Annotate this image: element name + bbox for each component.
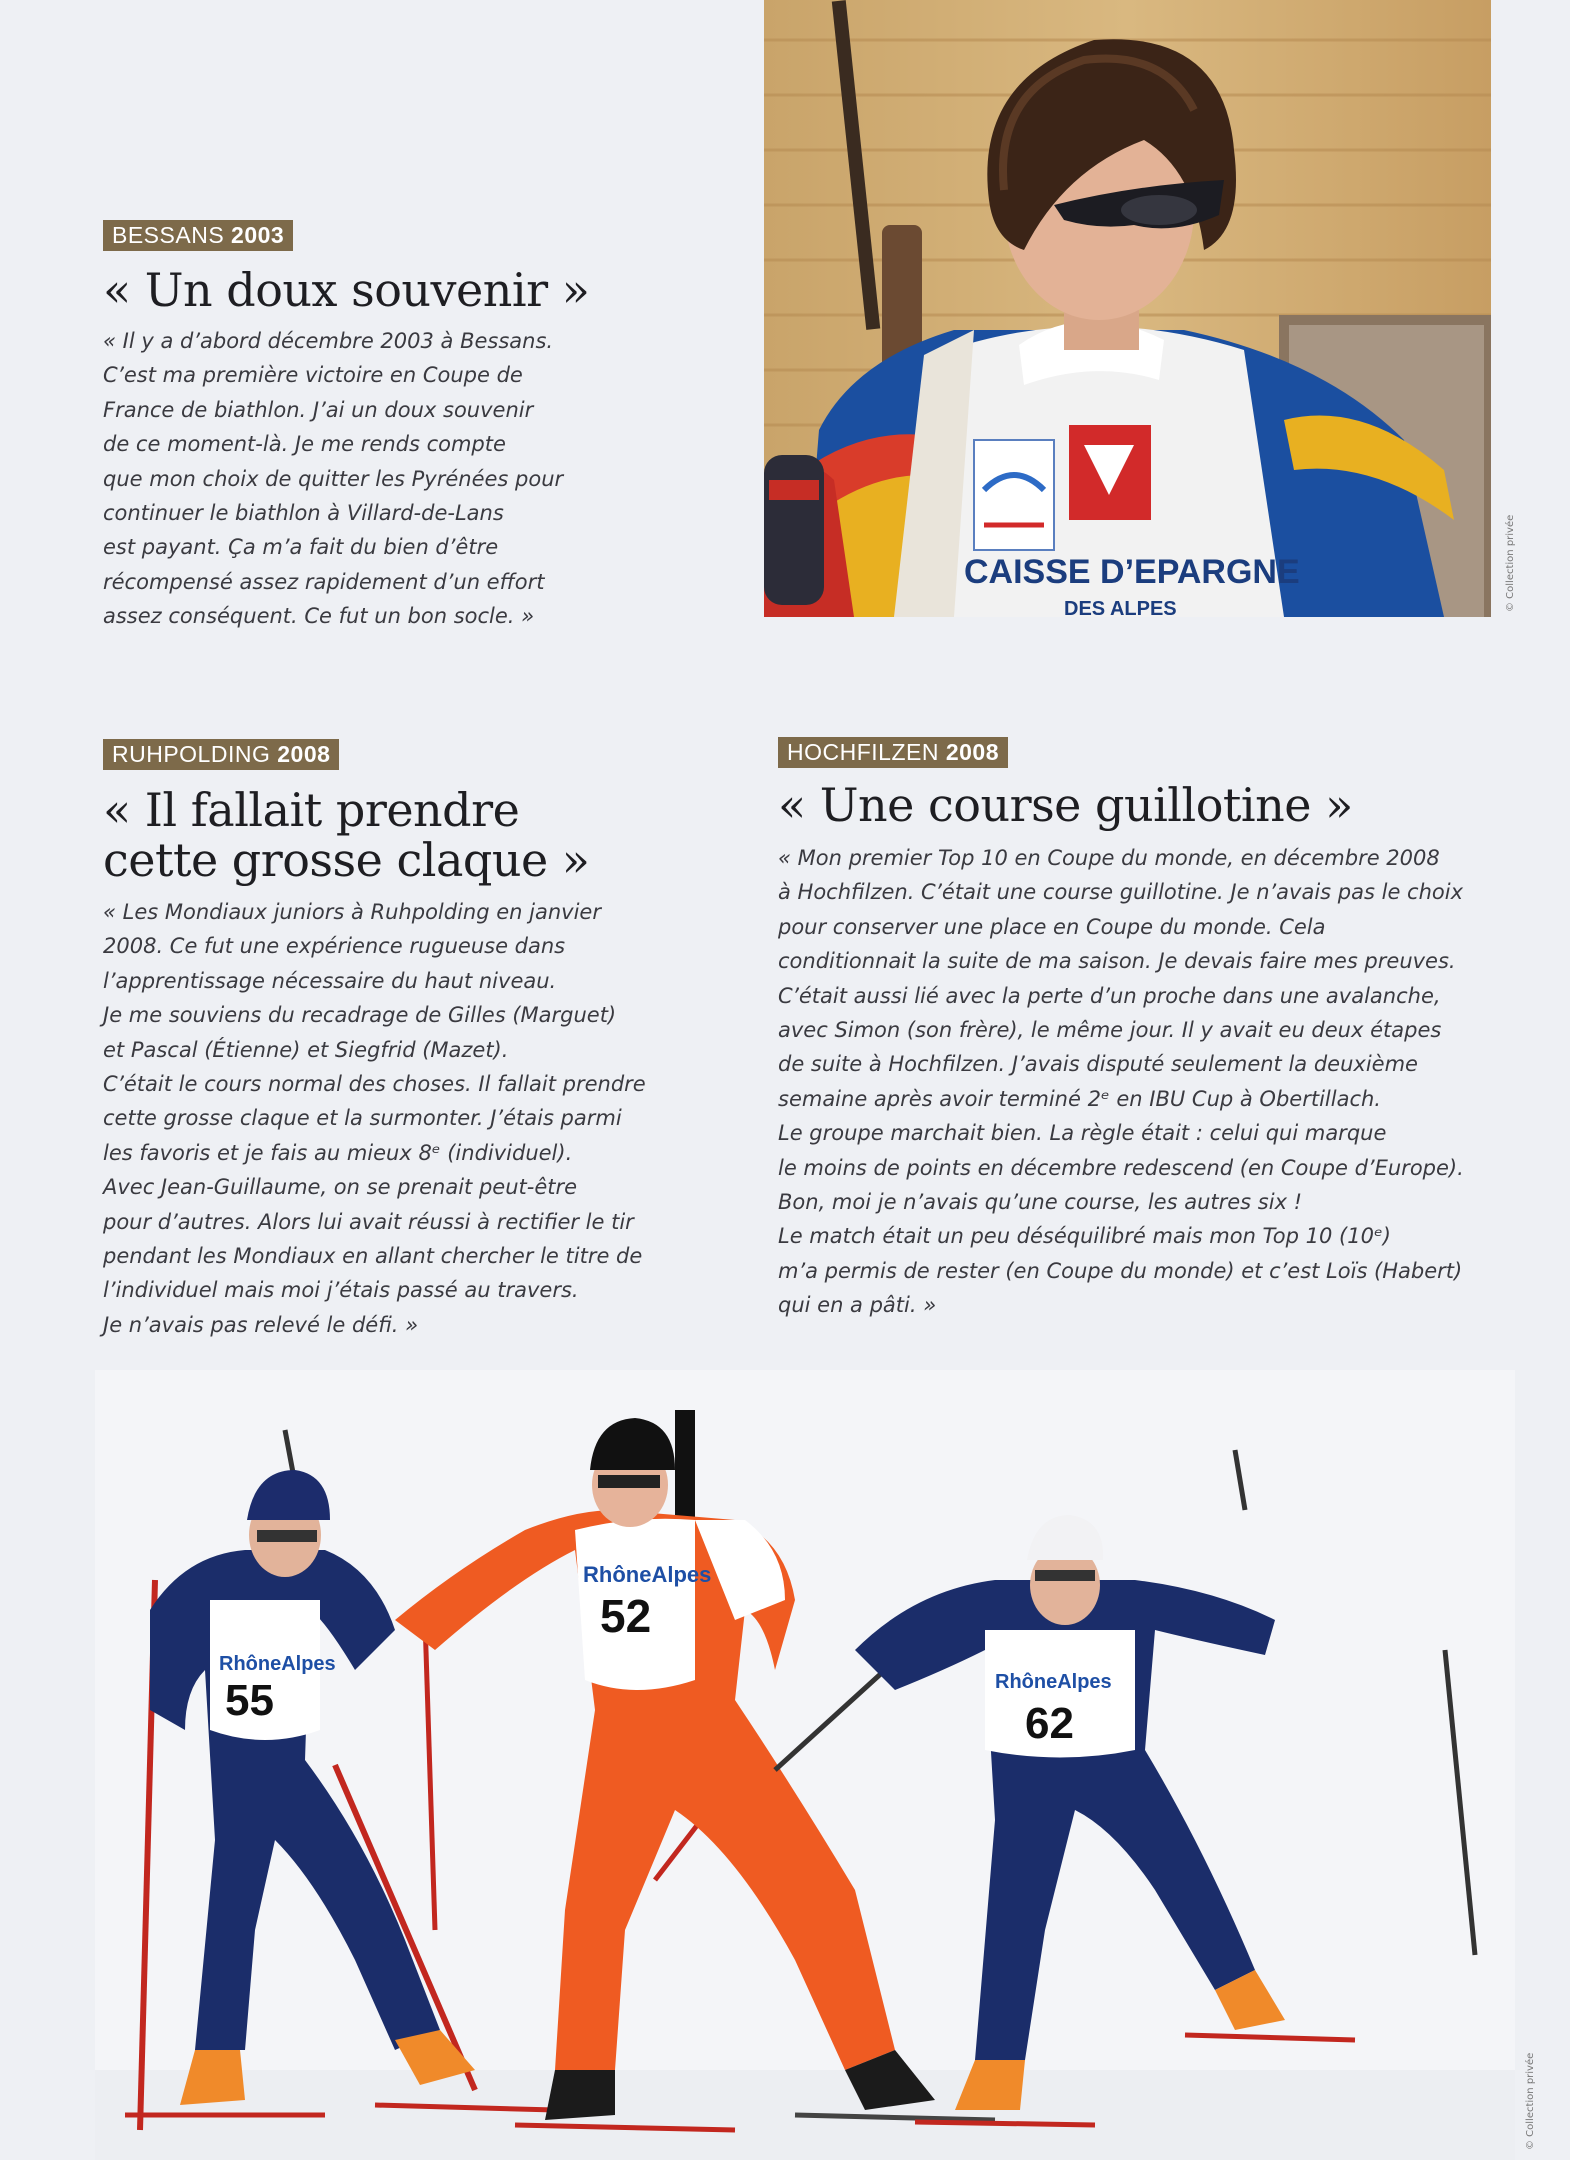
body-line: conditionnait la suite de ma saison. Je devais faire mes preuves. [778, 949, 1456, 974]
title-line-1: « Il fallait prendre [103, 783, 520, 837]
body-line: France de biathlon. J’ai un doux souvenir [103, 397, 534, 422]
bib-brand-62: RhôneAlpes [995, 1671, 1112, 1693]
race-credit: © Collection privée [1525, 2052, 1536, 2150]
body-line: « Les Mondiaux juniors à Ruhpolding en janvier [103, 900, 601, 924]
body-line: semaine après avoir terminé 2ᵉ en IBU Cup à Obertillach. [778, 1086, 1381, 1111]
bib-number-52: 52 [600, 1590, 652, 1642]
body-line: « Il y a d’abord décembre 2003 à Bessans. [103, 329, 554, 353]
body-line: qui en a pâti. » [778, 1293, 937, 1318]
bib-brand-52: RhôneAlpes [583, 1562, 712, 1587]
body-line: à Hochfilzen. C’était une course guillotine. Je n’avais pas le choix [778, 880, 1464, 905]
portrait-bib-sponsor-2: DES ALPES [1064, 598, 1177, 617]
body-line: m’a permis de rester (en Coupe du monde) et c’est Loïs (Habert) [778, 1258, 1463, 1283]
body-line: l’apprentissage nécessaire du haut niveau. [103, 968, 557, 993]
body-line: Le groupe marchait bien. La règle était : celui qui marque [778, 1121, 1387, 1146]
body-line: avec Simon (son frère), le même jour. Il y avait eu deux étapes [778, 1018, 1442, 1043]
bib-number-62: 62 [1025, 1699, 1074, 1748]
body-line: le moins de points en décembre redescend (en Coupe d’Europe). [778, 1155, 1464, 1180]
section-title-ruhpolding [103, 785, 589, 885]
tag-year: 2008 [277, 741, 331, 767]
section-body-ruhpolding [103, 895, 646, 1342]
body-line: Bon, moi je n’avais qu’une course, les autres six ! [778, 1190, 1303, 1215]
title-line-2: cette grosse claque » [103, 833, 590, 887]
body-line: les favoris et je fais au mieux 8ᵉ (individuel). [103, 1140, 573, 1165]
body-line: de suite à Hochfilzen. J’avais disputé seulement la deuxième [778, 1052, 1418, 1077]
body-line: et Pascal (Étienne) et Siegfrid (Mazet). [103, 1037, 509, 1062]
body-line: est payant. Ça m’a fait du bien d’être [103, 535, 499, 560]
body-line: C’était aussi lié avec la perte d’un proche dans une avalanche, [778, 983, 1441, 1008]
section-tag-ruhpolding [103, 739, 339, 770]
body-line: Je n’avais pas relevé le défi. » [103, 1312, 419, 1337]
body-line: que mon choix de quitter les Pyrénées pour [103, 466, 564, 491]
body-line: 2008. Ce fut une expérience rugueuse dans [103, 934, 566, 959]
body-line: continuer le biathlon à Villard-de-Lans [103, 501, 504, 526]
bib-brand-55: RhôneAlpes [219, 1653, 336, 1675]
body-line: pour d’autres. Alors lui avait réussi à rectifier le tir [103, 1209, 634, 1234]
portrait-photo [764, 0, 1491, 617]
portrait-credit: © Collection privée [1505, 514, 1516, 612]
body-line: de ce moment-là. Je me rends compte [103, 432, 506, 457]
body-line: pendant les Mondiaux en allant chercher le titre de [103, 1244, 643, 1269]
portrait-bib-sponsor-1: CAISSE D’EPARGNE [964, 553, 1300, 591]
body-line: cette grosse claque et la surmonter. J’étais parmi [103, 1106, 622, 1131]
body-line: Je me souviens du recadrage de Gilles (Marguet) [103, 1003, 617, 1028]
body-line: récompensé assez rapidement d’un effort [103, 569, 545, 594]
body-line: Avec Jean-Guillaume, on se prenait peut-être [103, 1175, 578, 1200]
tag-place: BESSANS [112, 222, 225, 248]
race-photo [95, 1370, 1515, 2160]
section-tag-bessans [103, 220, 293, 251]
bib-number-55: 55 [225, 1676, 274, 1725]
tag-place: RUHPOLDING [112, 741, 271, 767]
tag-place: HOCHFILZEN [787, 739, 939, 765]
body-line: « Mon premier Top 10 en Coupe du monde, en décembre 2008 [778, 846, 1440, 870]
section-tag-hochfilzen [778, 737, 1008, 768]
body-line: l’individuel mais moi j’étais passé au travers. [103, 1278, 579, 1303]
section-title-bessans: « Un doux souvenir » [103, 263, 590, 317]
body-line: pour conserver une place en Coupe du monde. Cela [778, 914, 1326, 939]
section-title-hochfilzen: « Une course guillotine » [778, 778, 1353, 832]
section-body-hochfilzen [778, 841, 1464, 1323]
body-line: C’était le cours normal des choses. Il fallait prendre [103, 1072, 646, 1097]
tag-year: 2003 [231, 222, 285, 248]
section-body-bessans [103, 324, 563, 634]
body-line: assez conséquent. Ce fut un bon socle. » [103, 604, 535, 629]
tag-year: 2008 [945, 739, 1000, 765]
body-line: Le match était un peu déséquilibré mais mon Top 10 (10ᵉ) [778, 1224, 1391, 1249]
body-line: C’est ma première victoire en Coupe de [103, 363, 523, 388]
